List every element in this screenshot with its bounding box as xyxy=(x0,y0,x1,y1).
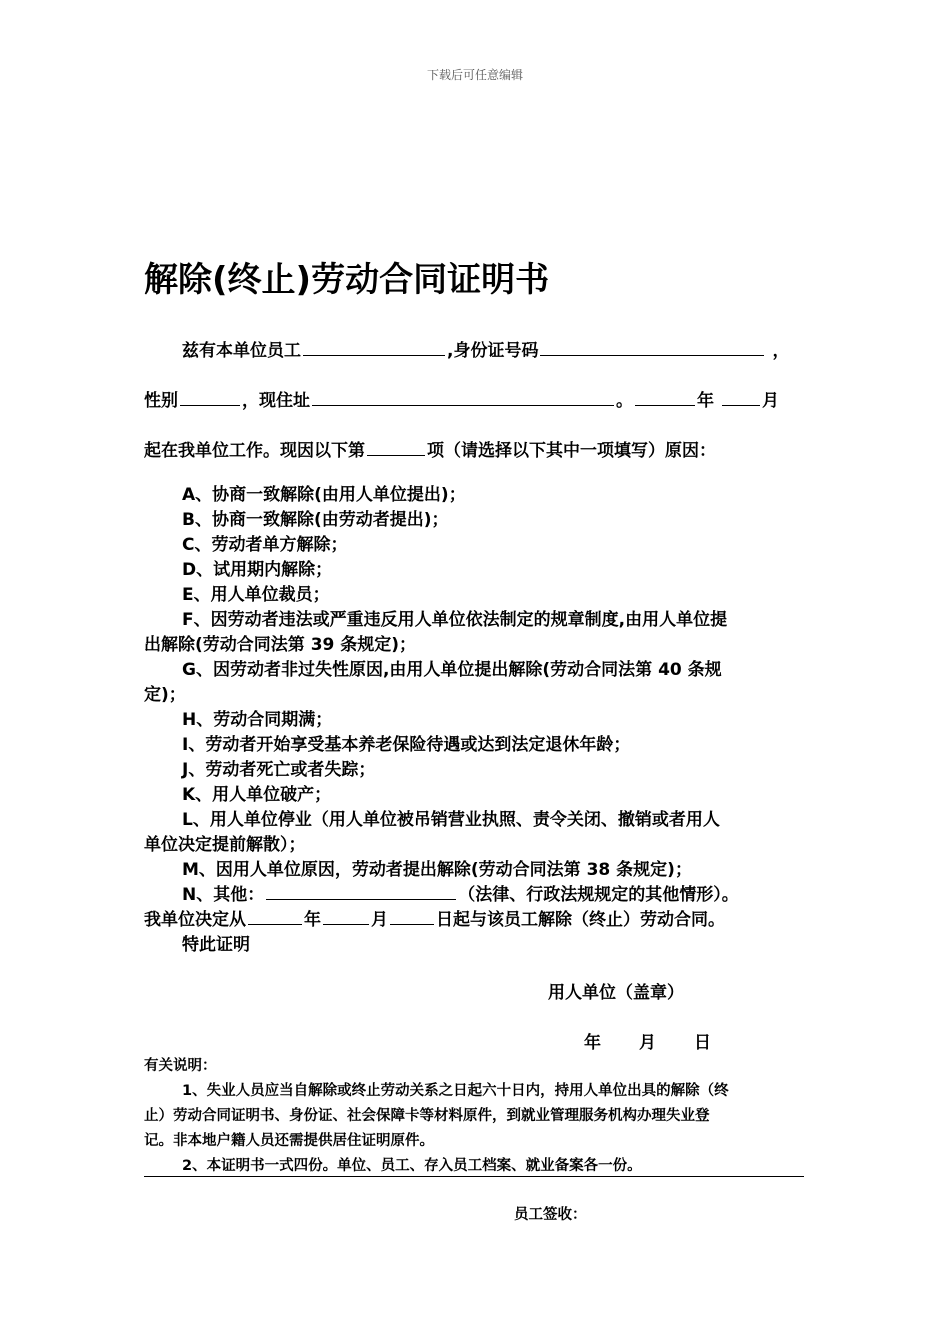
reason-item: A、协商一致解除(由用人单位提出)； xyxy=(182,485,466,505)
date-year: 年 xyxy=(584,1033,601,1053)
certify-text: 特此证明 xyxy=(182,935,250,955)
reason-item: C、劳动者单方解除； xyxy=(182,535,348,555)
decision-line xyxy=(144,905,725,930)
intro-text: 性别 xyxy=(144,391,178,411)
decision-text: 我单位决定从 xyxy=(144,910,246,930)
document-title: 解除(终止)劳动合同证明书 xyxy=(144,260,550,300)
intro-text: 月 xyxy=(762,391,779,411)
end-year-blank[interactable] xyxy=(248,906,302,925)
date-day: 日 xyxy=(694,1033,711,1053)
end-month-blank[interactable] xyxy=(323,906,369,925)
id-number-blank[interactable] xyxy=(540,337,764,356)
decision-text: 年 xyxy=(304,910,321,930)
intro-text: ,身份证号码 xyxy=(447,341,539,361)
date-line xyxy=(584,1028,711,1053)
reason-item: M、因用人单位原因，劳动者提出解除(劳动合同法第 38 条规定)； xyxy=(182,860,692,880)
intro-line-3 xyxy=(144,436,716,461)
intro-line-2 xyxy=(144,386,779,411)
address-blank[interactable] xyxy=(312,387,614,406)
reason-item: D、试用期内解除； xyxy=(182,560,333,580)
employer-seal-label: 用人单位（盖章） xyxy=(548,983,684,1003)
intro-text: 兹有本单位员工 xyxy=(182,341,301,361)
employee-name-blank[interactable] xyxy=(303,337,445,356)
intro-text: 。 xyxy=(616,391,633,411)
decision-text: 月 xyxy=(371,910,388,930)
intro-text: 起在我单位工作。现因以下第 xyxy=(144,441,365,461)
reason-item-continued: 单位决定提前解散）； xyxy=(144,835,306,855)
employee-sign-label: 员工签收： xyxy=(514,1207,587,1223)
reason-item: L、用人单位停业（用人单位被吊销营业执照、责令关闭、撤销或者用人 xyxy=(182,810,720,830)
notes-title: 有关说明： xyxy=(144,1058,217,1074)
reason-item: E、用人单位裁员； xyxy=(182,585,330,605)
intro-text: 项（请选择以下其中一项填写）原因： xyxy=(427,441,716,461)
reason-item: K、用人单位破产； xyxy=(182,785,332,805)
note-line: 记。非本地户籍人员还需提供居住证明原件。 xyxy=(144,1133,434,1149)
reason-item-continued: 定)； xyxy=(144,685,186,705)
reason-item: G、因劳动者非过失性原因,由用人单位提出解除(劳动合同法第 40 条规 xyxy=(182,660,722,680)
reason-item: F、因劳动者违法或严重违反用人单位依法制定的规章制度,由用人单位提 xyxy=(182,610,728,630)
reason-item: B、协商一致解除(由劳动者提出)； xyxy=(182,510,449,530)
reason-item-blank[interactable] xyxy=(367,437,425,456)
note-line: 2、本证明书一式四份。单位、员工、存入员工档案、就业备案各一份。 xyxy=(182,1158,642,1174)
intro-text: ，现住址 xyxy=(242,391,310,411)
reason-item: H、劳动合同期满； xyxy=(182,710,333,730)
intro-text: ， xyxy=(772,341,790,361)
other-reason-blank[interactable] xyxy=(266,881,456,900)
reason-item-other xyxy=(182,880,739,905)
divider xyxy=(144,1176,804,1177)
note-line: 止）劳动合同证明书、身份证、社会保障卡等材料原件，到就业管理服务机构办理失业登 xyxy=(144,1108,710,1124)
intro-text: 年 xyxy=(697,391,714,411)
decision-text: 日起与该员工解除（终止）劳动合同。 xyxy=(436,910,725,930)
start-month-blank[interactable] xyxy=(722,387,760,406)
end-day-blank[interactable] xyxy=(390,906,434,925)
start-year-blank[interactable] xyxy=(635,387,695,406)
other-note: （法律、行政法规规定的其他情形）。 xyxy=(458,885,739,905)
page-header: 下载后可任意编辑 xyxy=(426,68,523,82)
reason-item: I、劳动者开始享受基本养老保险待遇或达到法定退休年龄； xyxy=(182,735,631,755)
note-line: 1、失业人员应当自解除或终止劳动关系之日起六十日内，持用人单位出具的解除（终 xyxy=(182,1083,729,1099)
reason-item-continued: 出解除(劳动合同法第 39 条规定)； xyxy=(144,635,417,655)
intro-line-1 xyxy=(182,336,789,361)
other-label: N、其他： xyxy=(182,885,265,905)
date-month: 月 xyxy=(639,1033,656,1053)
reason-item: J、劳动者死亡或者失踪； xyxy=(182,760,376,780)
gender-blank[interactable] xyxy=(180,387,240,406)
